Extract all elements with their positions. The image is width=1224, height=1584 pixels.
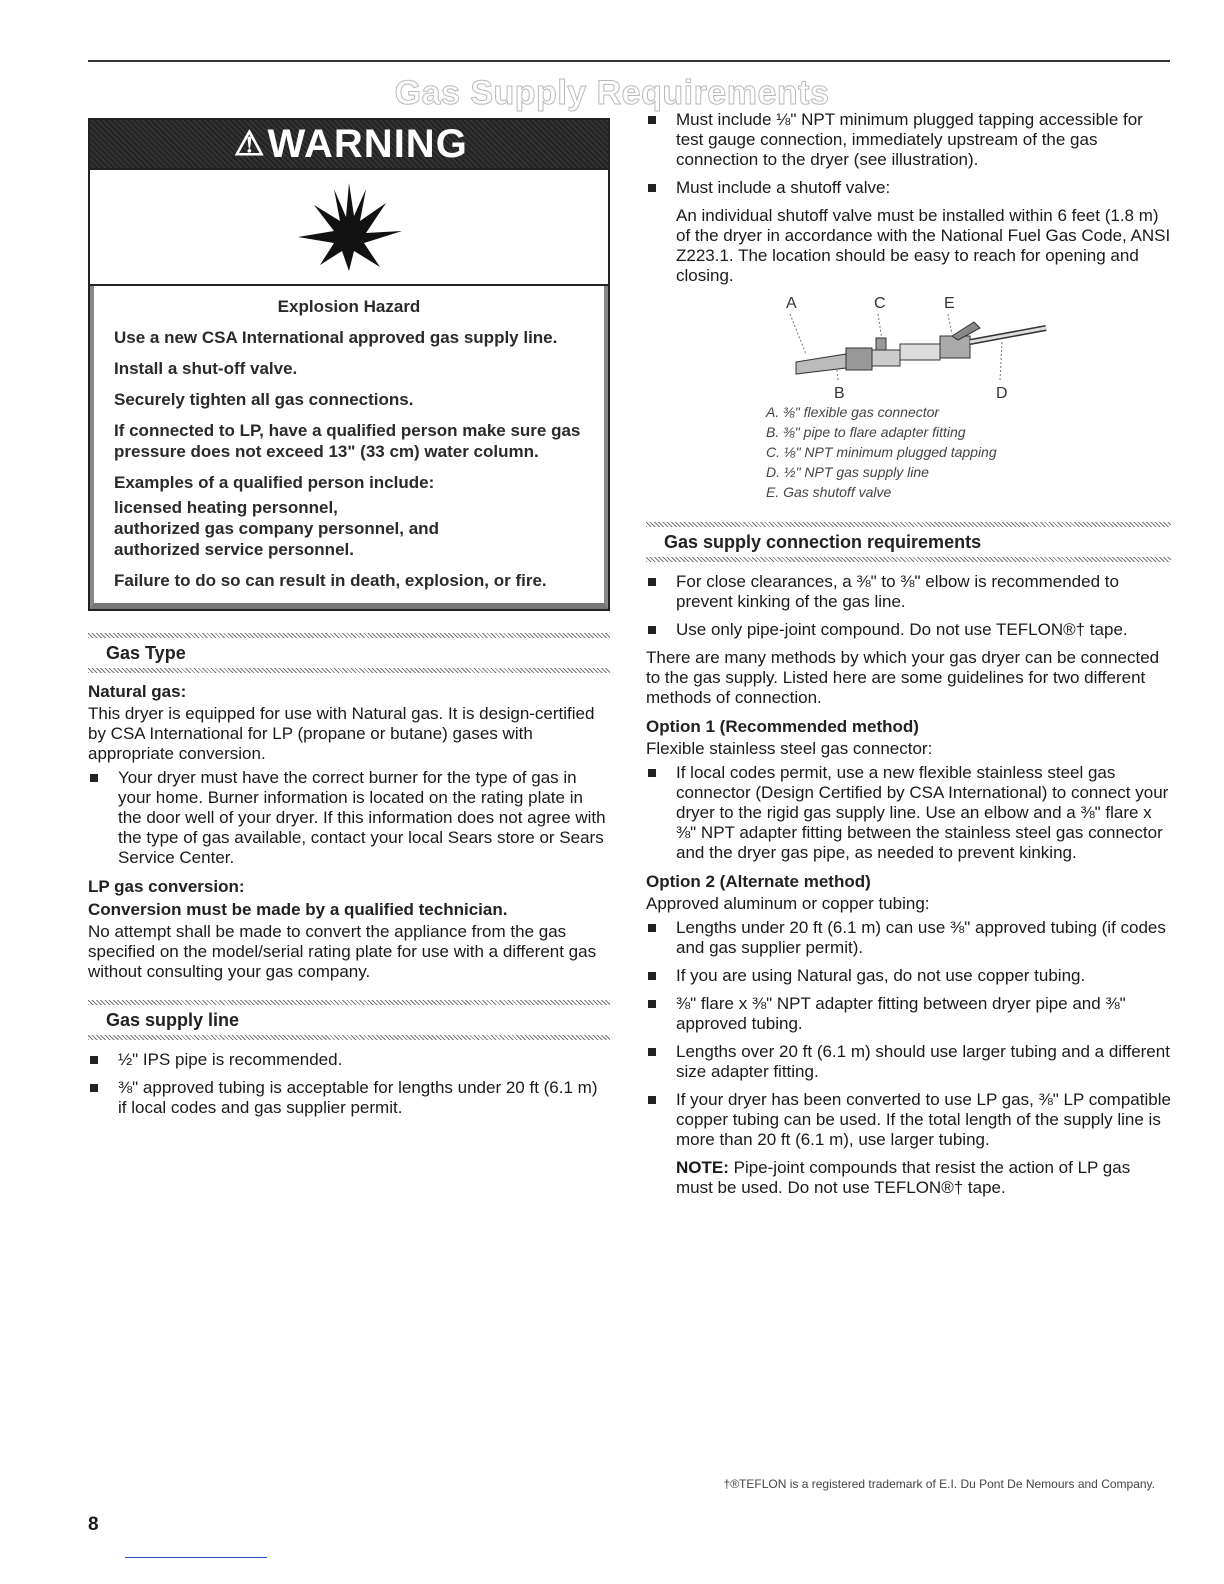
example-item: licensed heating personnel,: [114, 498, 338, 517]
warning-line: Use a new CSA International approved gas supply line.: [114, 328, 558, 347]
right-column: [646, 110, 1171, 1202]
warning-triangle-icon: ⚠: [234, 125, 266, 163]
paragraph: No attempt shall be made to convert the appliance from the gas specified on the model/serial rating plate for use with a different gas without consulting your gas company.: [88, 922, 597, 981]
section-divider: [646, 557, 1171, 562]
example-item: authorized service personnel.: [114, 540, 354, 559]
bullet-list: [88, 1050, 610, 1118]
bullet-list: [646, 763, 1171, 863]
subheading: Natural gas:: [88, 682, 187, 701]
bullet-list: [646, 572, 1171, 640]
section-title: Gas supply connection requirements: [664, 532, 982, 552]
list-item: Must include ⅛" NPT minimum plugged tapping accessible for test gauge connection, immediately upstream of the gas connection to the dryer (see illustration).: [646, 110, 1171, 170]
subheading: Option 2 (Alternate method): [646, 872, 871, 891]
paragraph: Approved aluminum or copper tubing:: [646, 894, 930, 913]
caption: A. ⅜" flexible gas connector: [766, 404, 940, 420]
diagram-label-e: E: [944, 295, 955, 312]
diagram-label-b: B: [834, 385, 845, 402]
warning-heading: Explosion Hazard: [277, 297, 421, 316]
example-item: authorized gas company personnel, and: [114, 519, 439, 538]
note-label: NOTE:: [676, 1158, 729, 1177]
subheading: Conversion must be made by a qualified technician.: [88, 900, 508, 919]
list-item: ⅜" flare x ⅜" NPT adapter fitting between dryer pipe and ⅜" approved tubing.: [646, 994, 1171, 1034]
caption: B. ⅜" pipe to flare adapter fitting: [766, 424, 966, 440]
list-item: If you are using Natural gas, do not use copper tubing.: [646, 966, 1171, 986]
list-item: For close clearances, a ⅜" to ⅜" elbow is recommended to prevent kinking of the gas line.: [646, 572, 1171, 612]
list-item: Must include a shutoff valve:: [646, 178, 1171, 198]
warning-label: WARNING: [267, 122, 468, 166]
caption: E. Gas shutoff valve: [766, 484, 892, 500]
warning-header: [90, 120, 608, 168]
list-item: Your dryer must have the correct burner for the type of gas in your home. Burner information is located on the rating plate in the door well of your dryer. If this information does not agree with the type of gas available, contact your local Sears store or Sears Service Center.: [88, 768, 610, 868]
list-item: If local codes permit, use a new flexible stainless steel gas connector (Design Certified by CSA International) to connect your dryer to the rigid gas supply line. Use an elbow and a ⅜" flare x ⅜" NPT adapter fitting between the stainless steel gas connector and the dryer gas pipe, as needed to prevent kinking.: [646, 763, 1171, 863]
footnote: †®TEFLON is a registered trademark of E.I. Du Pont De Nemours and Company.: [723, 1477, 1155, 1491]
diagram-label-c: C: [874, 295, 886, 312]
warning-line: If connected to LP, have a qualified person make sure gas pressure does not exceed 13" (33 cm) water column.: [114, 421, 581, 461]
gas-type-section: [88, 633, 610, 982]
caption: C. ⅛" NPT minimum plugged tapping: [766, 444, 997, 460]
warning-box: [88, 118, 610, 611]
warning-line: Install a shut-off valve.: [114, 359, 298, 378]
gas-connection-diagram: [756, 292, 1056, 402]
subheading: LP gas conversion:: [88, 877, 245, 896]
diagram-captions: [766, 402, 1171, 502]
section-title: Gas supply line: [106, 1010, 240, 1030]
page-number: 8: [88, 1514, 99, 1535]
warning-body: [90, 286, 608, 609]
top-rule: [88, 60, 1170, 62]
note: [646, 1158, 1171, 1198]
paragraph: This dryer is equipped for use with Natural gas. It is design-certified by CSA International for LP (propane or butane) gases with appropriate conversion.: [88, 704, 595, 763]
subheading: Option 1 (Recommended method): [646, 717, 919, 736]
explosion-icon: [90, 168, 608, 286]
gas-supply-line-section: [88, 1000, 610, 1118]
examples-heading: Examples of a qualified person include:: [114, 473, 435, 492]
left-column: [88, 118, 610, 1126]
bullet-list: [88, 768, 610, 868]
list-item: If your dryer has been converted to use LP gas, ⅜" LP compatible copper tubing can be used. If the total length of the supply line is more than 20 ft (6.1 m), use larger tubing.: [646, 1090, 1171, 1150]
list-item: ½" IPS pipe is recommended.: [88, 1050, 610, 1070]
bullet-list: [646, 110, 1171, 198]
warning-line: Securely tighten all gas connections.: [114, 390, 414, 409]
paragraph: There are many methods by which your gas dryer can be connected to the gas supply. Listed here are some guidelines for two different methods of connection.: [646, 648, 1160, 707]
bottom-rule: [125, 1557, 267, 1558]
paragraph: Flexible stainless steel gas connector:: [646, 739, 933, 758]
note-text: Pipe-joint compounds that resist the action of LP gas must be used. Do not use TEFLON®† tape.: [676, 1158, 1131, 1197]
section-divider: [88, 668, 610, 673]
page-title: Gas Supply Requirements: [394, 74, 830, 112]
connection-requirements-section: [646, 522, 1171, 1198]
warning-failure: Failure to do so can result in death, explosion, or fire.: [114, 571, 547, 590]
paragraph: An individual shutoff valve must be installed within 6 feet (1.8 m) of the dryer in accordance with the National Fuel Gas Code, ANSI Z223.1. The location should be easy to reach for opening and closing.: [676, 206, 1171, 285]
section-divider: [88, 1035, 610, 1040]
list-item: ⅜" approved tubing is acceptable for lengths under 20 ft (6.1 m) if local codes and gas supplier permit.: [88, 1078, 610, 1118]
diagram-label-a: A: [786, 295, 797, 312]
section-title: Gas Type: [106, 643, 186, 663]
list-item: Lengths under 20 ft (6.1 m) can use ⅜" approved tubing (if codes and gas supplier permit).: [646, 918, 1171, 958]
diagram-label-d: D: [996, 385, 1008, 402]
caption: D. ½" NPT gas supply line: [766, 464, 929, 480]
list-item: Use only pipe-joint compound. Do not use TEFLON®† tape.: [646, 620, 1171, 640]
gas-pipe-illustration: [756, 292, 1056, 402]
bullet-list: [646, 918, 1171, 1150]
list-item: Lengths over 20 ft (6.1 m) should use larger tubing and a different size adapter fitting.: [646, 1042, 1171, 1082]
